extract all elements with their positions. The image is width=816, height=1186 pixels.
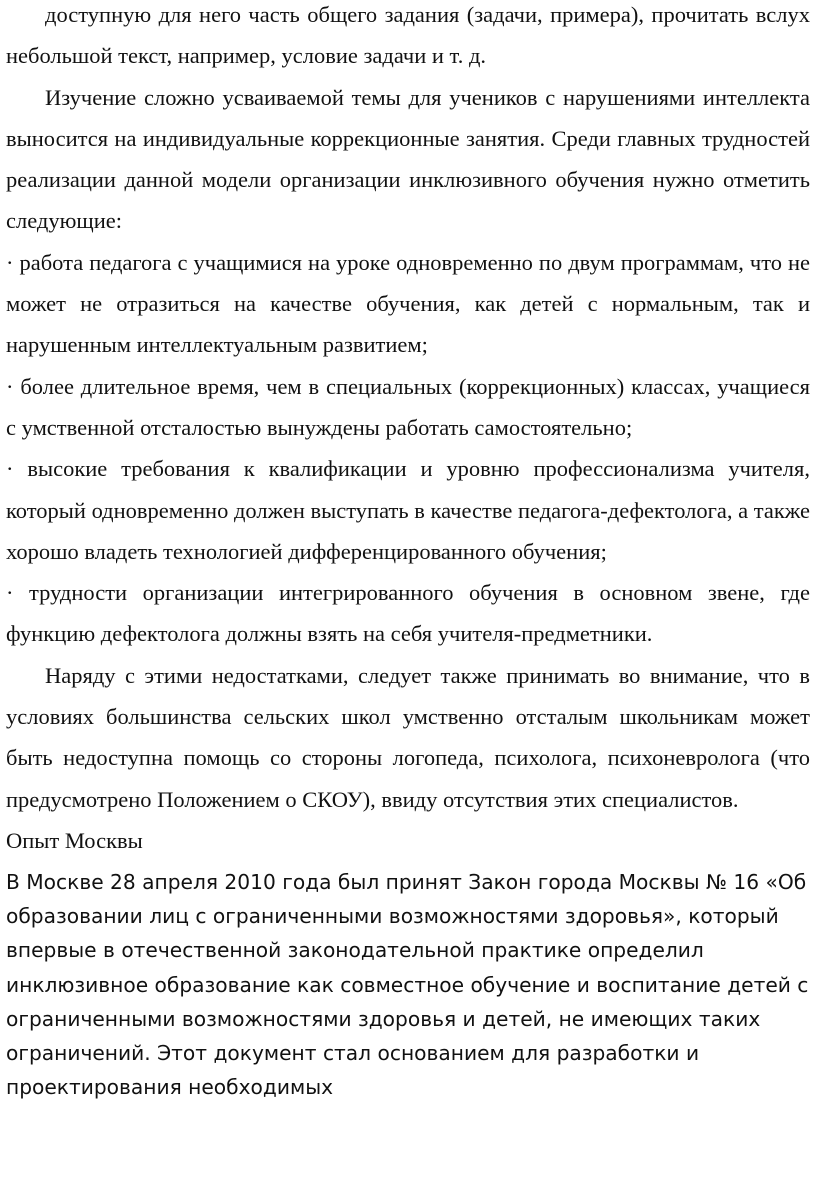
- paragraph-difficulties-intro: Изучение сложно усваиваемой темы для учеников с нарушениями интеллекта выносится на индивидуальные коррекционные занятия. Среди главных трудностей реализации данной модели организации инклюзивного обучения нужно отметить следующие:: [6, 84, 810, 234]
- paragraph-continuation: доступную для него часть общего задания (задачи, примера), прочитать вслух небольшой текст, например, условие задачи и т. д.: [6, 2, 810, 69]
- section-heading: Опыт Москвы: [6, 827, 143, 853]
- paragraph-shortcomings: Наряду с этими недостатками, следует также принимать во внимание, что в условиях большинства сельских школ умственно отсталым школьникам может быть недоступна помощь со стороны логопеда, психолога, психоневролога (что предусмотрено Положением о СКОУ), ввиду отсутствия этих специалистов.: [6, 662, 810, 812]
- bullet-item-4: · трудности организации интегрированного обучения в основном звене, где функцию дефектолога должны взять на себя учителя-предметники.: [6, 580, 810, 647]
- bullet-item-1: · работа педагога с учащимися на уроке одновременно по двум программам, что не может не отразиться на качестве обучения, как детей с нормальным, так и нарушенным интеллектуальным развитием;: [6, 249, 810, 358]
- section-paragraph: В Москве 28 апреля 2010 года был принят Закон города Москвы № 16 «Об образовании лиц с ограниченными возможностями здоровья», который впервые в отечественной законодательной практике определил инклюзивное образование как совместное обучение и воспитание детей с ограниченными возможностями здоровья и детей, не имеющих таких ограничений. Этот документ стал основанием для разработки и проектирования необходимых: [6, 869, 809, 1100]
- bullet-item-2: · более длительное время, чем в специальных (коррекционных) классах, учащиеся с умственной отсталостью вынуждены работать самостоятельно;: [6, 373, 810, 440]
- bullet-item-3: · высокие требования к квалификации и уровню профессионализма учителя, который одновременно должен выступать в качестве педагога-дефектолога, а также хорошо владеть технологией дифференцированного обучения;: [6, 456, 810, 564]
